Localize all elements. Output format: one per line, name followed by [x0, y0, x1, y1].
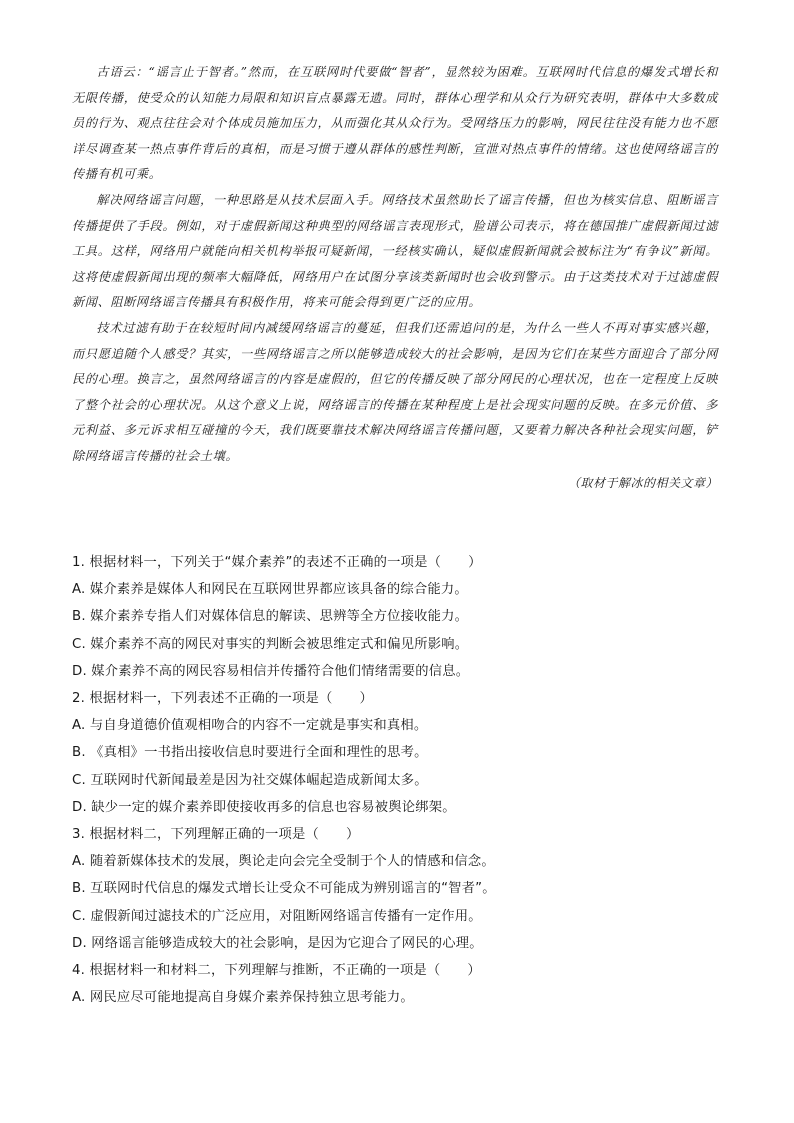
- passage-paragraph: 古语云：“谣言止于智者。”然而，在互联网时代要做“智者”，显然较为困难。互联网时代信息的爆发式增长和无限传播，使受众的认知能力局限和知识盲点暴露无遗。同时，群体心理学和从众行为研究表明，群体中大多数成员的行为、观点往往会对个体成员施加压力，从而强化其从众行为。受网络压力的影响，网民往往没有能力也不愿详尽调查某一热点事件背后的真相，而是习惯于遵从群体的感性判断，宣泄对热点事件的情绪。这也使网络谣言的传播有机可乘。: [72, 65, 718, 182]
- question-stem-4: 4. 根据材料一和材料二，下列理解与推断，不正确的一项是（ ）: [72, 963, 481, 979]
- question-3-option-a: A. 随着新媒体技术的发展，舆论走向会完全受制于个人的情感和信念。: [72, 854, 495, 870]
- question-1-option-c: C. 媒介素养不高的网民对事实的判断会被思维定式和偏见所影响。: [72, 636, 469, 652]
- passage-paragraph: 解决网络谣言问题，一种思路是从技术层面入手。网络技术虽然助长了谣言传播，但也为核实信息、阻断谣言传播提供了手段。例如，对于虚假新闻这种典型的网络谣言表现形式，脸谱公司表示，将在德国推广虚假新闻过滤工具。这样，网络用户就能向相关机构举报可疑新闻，一经核实确认，疑似虚假新闻就会被标注为“有争议”新闻。这将使虚假新闻出现的频率大幅降低，网络用户在试图分享该类新闻时也会收到警示。由于这类技术对于过滤虚假新闻、阻断网络谣言传播具有积极作用，将来可能会得到更广泛的应用。: [72, 192, 718, 310]
- question-1-option-b: B. 媒介素养专指人们对媒体信息的解读、思辨等全方位接收能力。: [72, 609, 469, 625]
- question-3-option-b: B. 互联网时代信息的爆发式增长让受众不可能成为辨别谣言的“智者”。: [72, 881, 496, 897]
- question-stem-2: 2. 根据材料一，下列表述不正确的一项是（ ）: [72, 691, 373, 707]
- question-stem-1: 1. 根据材料一，下列关于“媒介素养”的表述不正确的一项是（ ）: [72, 555, 482, 570]
- question-2-option-c: C. 互联网时代新闻最差是因为社交媒体崛起造成新闻太多。: [72, 772, 428, 788]
- question-2-option-d: D. 缺少一定的媒介素养即使接收再多的信息也容易被舆论绑架。: [72, 799, 456, 815]
- question-2-option-a: A. 与自身道德价值观相吻合的内容不一定就是事实和真相。: [72, 718, 428, 734]
- passage-paragraph: 技术过滤有助于在较短时间内减缓网络谣言的蔓延，但我们还需追问的是，为什么一些人不再对事实感兴趣，而只愿追随个人感受？其实，一些网络谣言之所以能够造成较大的社会影响，是因为它们在某些方面迎合了部分网民的心理。换言之，虽然网络谣言的内容是虚假的，但它的传播反映了部分网民的心理状况，也在一定程度上反映了整个社会的心理状况。从这个意义上说，网络谣言的传播在某种程度上是社会现实问题的反映。在多元价值、多元利益、多元诉求相互碰撞的今天，我们既要靠技术解决网络谣言传播问题，又要着力解决各种社会现实问题，铲除网络谣言传播的社会土壤。: [72, 320, 718, 463]
- question-3-option-d: D. 网络谣言能够造成较大的社会影响，是因为它迎合了网民的心理。: [72, 935, 483, 951]
- question-stem-3: 3. 根据材料二，下列理解正确的一项是（ ）: [72, 827, 360, 843]
- question-1-option-a: A. 媒介素养是媒体人和网民在互联网世界都应该具备的综合能力。: [72, 582, 468, 598]
- question-2-option-b: B. 《真相》一书指出接收信息时要进行全面和理性的思考。: [72, 745, 428, 761]
- question-4-option-a: A. 网民应尽可能地提高自身媒介素养保持独立思考能力。: [72, 990, 414, 1006]
- question-list: [72, 549, 718, 1011]
- question-3-option-c: C. 虚假新闻过滤技术的广泛应用，对阻断网络谣言传播有一定作用。: [72, 908, 482, 924]
- passage-source: （取材于解冰的相关文章）: [567, 475, 718, 490]
- question-1-option-d: D. 媒介素养不高的网民容易相信并传播符合他们情绪需要的信息。: [72, 663, 470, 679]
- reading-passage: [72, 60, 718, 496]
